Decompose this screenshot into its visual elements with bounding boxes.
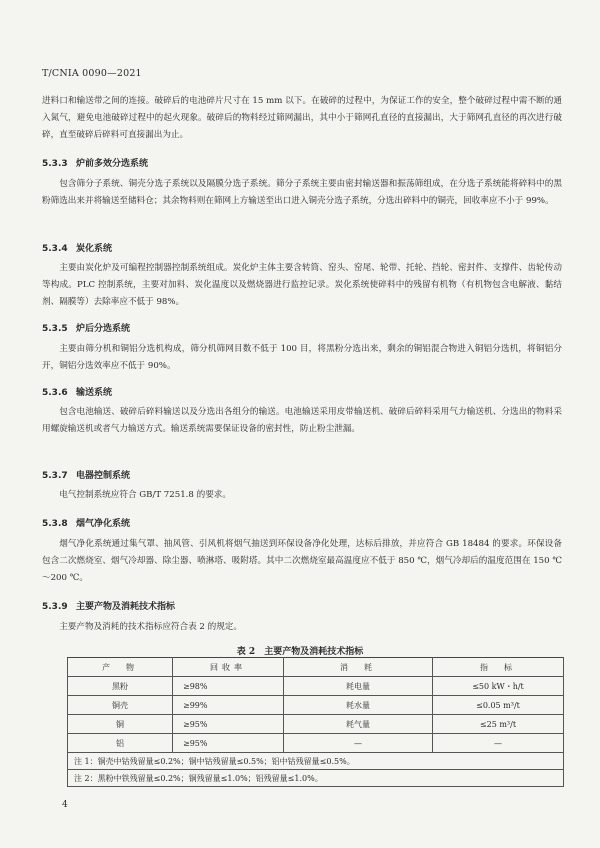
table-cell: — [433, 734, 564, 753]
table-cell: 耗电量 [284, 677, 433, 696]
table-cell: ≥98% [173, 677, 284, 696]
table-note-row [68, 770, 564, 787]
section-number: 5.3.4 [42, 244, 68, 254]
section-heading [42, 599, 175, 612]
section-title: 输送系统 [76, 388, 113, 398]
section-paragraph: 包含筛分子系统、铜壳分选子系统以及隔膜分选子系统。筛分子系统主要由密封输送器和振荡筛组成，在分选子系统能将碎料中的黑粉筛选出来并将输送至储料仓；其余物料则在筛网上方输送至出口进入铜壳分选子系统，分选出碎料中的铜壳，回收率应不小于 99%。 [42, 179, 562, 206]
section-paragraph: 主要产物及消耗的技术指标应符合表 2 的规定。 [59, 622, 242, 632]
standard-code: T/CNIA 0090—2021 [42, 68, 142, 79]
section-number: 5.3.3 [42, 159, 68, 169]
section-paragraph: 烟气净化系统通过集气罩、抽风管、引风机将烟气抽送到环保设备净化处理，达标后排放，并应符合 GB 18484 的要求。环保设备包含二次燃烧室、烟气冷却器、除尘器、喷淋塔、吸附塔。其中二次燃烧室最高温度应不低于 850 ℃，烟气冷却后的温度范围在 150 ℃～200 ℃。 [42, 539, 562, 583]
header-cell: 指 标 [433, 658, 564, 677]
section-paragraph: 电气控制系统应符合 GB/T 7251.8 的要求。 [59, 490, 231, 500]
section-title: 电器控制系统 [76, 471, 131, 481]
page-number: 4 [62, 800, 68, 810]
section-title: 主要产物及消耗技术指标 [76, 602, 176, 612]
section-paragraph: 主要由筛分机和铜铝分选机构成，筛分机筛网目数不低于 100 目，将黑粉分选出来，剩余的铜铝混合物进入铜铝分选机，将铜铝分开，铜铝分选效率应不低于 90%。 [42, 344, 562, 371]
table-note: 注 1：铜壳中钴残留量≤0.2%；铜中钴残留量≤0.5%；铝中钴残留量≤0.5%。 [68, 753, 564, 770]
table-cell: ≤0.05 m³/t [433, 696, 564, 715]
table-cell: ≥99% [173, 696, 284, 715]
section-number: 5.3.6 [42, 388, 68, 398]
section-heading [42, 468, 130, 481]
table-row [68, 715, 564, 734]
table-cell: ≥95% [173, 734, 284, 753]
table-cell: 铝 [68, 734, 173, 753]
section-heading [42, 156, 148, 169]
header-cell: 回收率 [173, 658, 284, 677]
table-cell: ≥95% [173, 715, 284, 734]
table-cell: 耗水量 [284, 696, 433, 715]
section-paragraph: 主要由炭化炉及可编程控制器控制系统组成。炭化炉主体主要含转筒、窑头、窑尾、轮带、托轮、挡轮、密封件、支撑件、齿轮传动等构成。PLC 控制系统，主要对加料、炭化温度以及燃烧器进行监控记录。炭化系统使碎料中的残留有机物（有机物包含电解液、黏结剂、隔膜等）去除率应不低于 98%。 [42, 263, 562, 307]
section-title: 烟气净化系统 [76, 519, 131, 529]
section-heading [42, 385, 112, 398]
section-number: 5.3.9 [42, 602, 68, 612]
table-cell: ≤25 m³/t [433, 715, 564, 734]
section-title: 炭化系统 [76, 244, 113, 254]
section-heading [42, 516, 130, 529]
table-note: 注 2：黑粉中铁残留量≤0.2%；铜残留量≤1.0%；铝残留量≤1.0%。 [68, 770, 564, 787]
table-cell: — [284, 734, 433, 753]
header-cell: 产 物 [68, 658, 173, 677]
section-number: 5.3.8 [42, 519, 68, 529]
section-title: 炉后分选系统 [76, 324, 131, 334]
table-cell: 黑粉 [68, 677, 173, 696]
section-heading [42, 241, 112, 254]
header-cell: 消 耗 [284, 658, 433, 677]
table-row [68, 696, 564, 715]
table-row [68, 734, 564, 753]
table-cell: 铜壳 [68, 696, 173, 715]
section-title: 炉前多效分选系统 [76, 159, 149, 169]
table-header-row [68, 658, 564, 677]
table-row [68, 677, 564, 696]
table-cell: 铜 [68, 715, 173, 734]
spec-table [67, 657, 564, 787]
section-number: 5.3.7 [42, 471, 68, 481]
section-number: 5.3.5 [42, 324, 68, 334]
table-cell: 耗气量 [284, 715, 433, 734]
intro-paragraph: 进料口和输送带之间的连接。破碎后的电池碎片尺寸在 15 mm 以下。在破碎的过程中，为保证工作的安全，整个破碎过程中需不断的通入氮气，避免电池破碎过程中的起火现象。破碎后的物料经过筛网漏出，其中小于筛网孔直径的直接漏出，大于筛网孔直径的再次进行破碎，直至破碎后碎料可直接漏出为止。 [42, 96, 562, 140]
section-heading [42, 321, 130, 334]
table-caption: 表 2 主要产物及消耗技术指标 [236, 647, 364, 657]
table-note-row [68, 753, 564, 770]
section-paragraph: 包含电池输送、破碎后碎料输送以及分选出各组分的输送。电池输送采用皮带输送机、破碎后碎料采用气力输送机、分选出的物料采用螺旋输送机或者气力输送方式。输送系统需要保证设备的密封性，防止粉尘泄漏。 [42, 407, 562, 434]
table-cell: ≤50 kW・h/t [433, 677, 564, 696]
